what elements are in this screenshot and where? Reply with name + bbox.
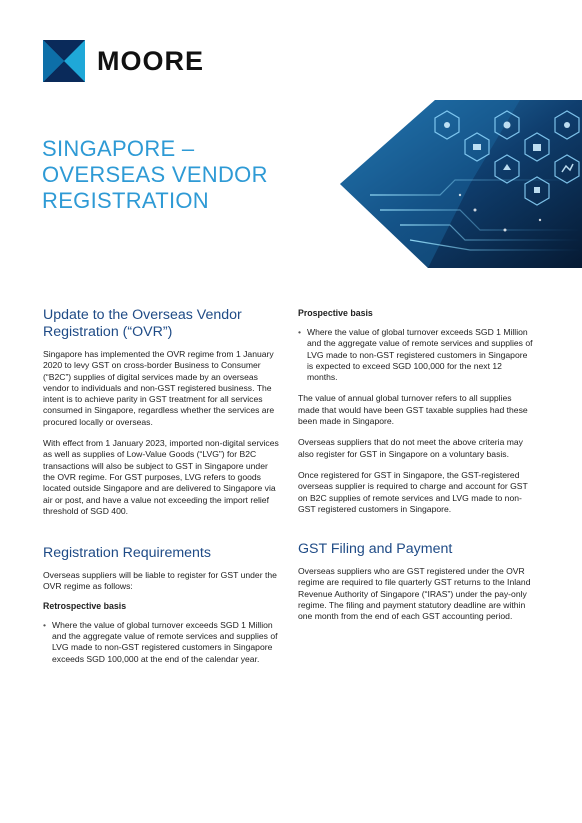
prospective-paragraph-3: Once registered for GST in Singapore, the GST-registered overseas supplier is required to charge and account for GST on B2C supplies of remote services and LVG made to non-GST registered customers in Singapore. (298, 469, 528, 514)
bullet-dot: • (298, 327, 302, 337)
update-heading: Update to the Overseas Vendor Registration (“OVR”) (43, 307, 242, 340)
title-line-3: REGISTRATION (42, 188, 209, 213)
retrospective-subheading: Retrospective basis (43, 600, 127, 611)
filing-paragraph-1: Overseas suppliers who are GST registered under the OVR regime are required to file quarterly GST returns to the Inland Revenue Authority of Singapore (“IRAS”) under the pay-only regime. The filing and payment statutory deadline are within one month from the end of each GST accounting period. (298, 566, 531, 622)
moore-logo (43, 40, 204, 82)
prospective-bullet (298, 327, 534, 383)
prospective-paragraph-2: Overseas suppliers that do not meet the above criteria may also register for GST in Singapore on a voluntary basis. (298, 437, 523, 459)
registration-intro: Overseas suppliers will be liable to register for GST under the OVR regime as follows: (43, 570, 277, 592)
retrospective-bullet (43, 620, 281, 665)
update-paragraph-2: With effect from 1 January 2023, imported non-digital services as well as supplies of Low-Value Goods (“LVG”) for B2C transactions will also be subject to GST in Singapore under the OVR regime. For GST purposes, LVG refers to goods located outside Singapore and are delivered to Singapore via air or post, and have a value not exceeding the import relief threshold of SGD 400. (43, 438, 279, 516)
retrospective-bullet-text: Where the value of global turnover exceeds SGD 1 Million and the aggregate value of remote services and supplies of LVG made to non-GST registered customers in Singapore exceeds SGD 100,000 at the end of the calendar year. (52, 619, 278, 664)
hero-technology-image (340, 100, 582, 268)
prospective-subheading: Prospective basis (298, 308, 373, 318)
bullet-dot: • (43, 619, 47, 630)
registration-heading: Registration Requirements (43, 545, 211, 562)
moore-logo-icon (43, 40, 85, 82)
page-title (42, 136, 332, 214)
brand-name: MOORE (97, 45, 205, 76)
filing-heading: GST Filing and Payment (298, 541, 453, 558)
title-line-2: OVERSEAS VENDOR (42, 162, 268, 187)
right-column (298, 308, 534, 623)
left-column (43, 307, 281, 665)
prospective-bullet-text: Where the value of global turnover exceeds SGD 1 Million and the aggregate value of remote services and supplies of LVG made to non-GST registered customers in Singapore is expected to exceed SGD 100,000 for the next 12 months. (307, 327, 533, 383)
title-line-1: SINGAPORE – (42, 136, 195, 161)
update-paragraph-1: Singapore has implemented the OVR regime from 1 January 2020 to levy GST on cross-border Business to Consumer (“B2C”) supplies of digital services made by an overseas vendor to individuals and non-GST registered business. The intent is to achieve parity in GST treatment for all services consumed in Singapore, regardless whether the services are procured locally or overseas. (43, 349, 275, 427)
prospective-paragraph-1: The value of annual global turnover refers to all supplies made that would have been GST taxable supplies had these been made in Singapore. (298, 393, 528, 427)
